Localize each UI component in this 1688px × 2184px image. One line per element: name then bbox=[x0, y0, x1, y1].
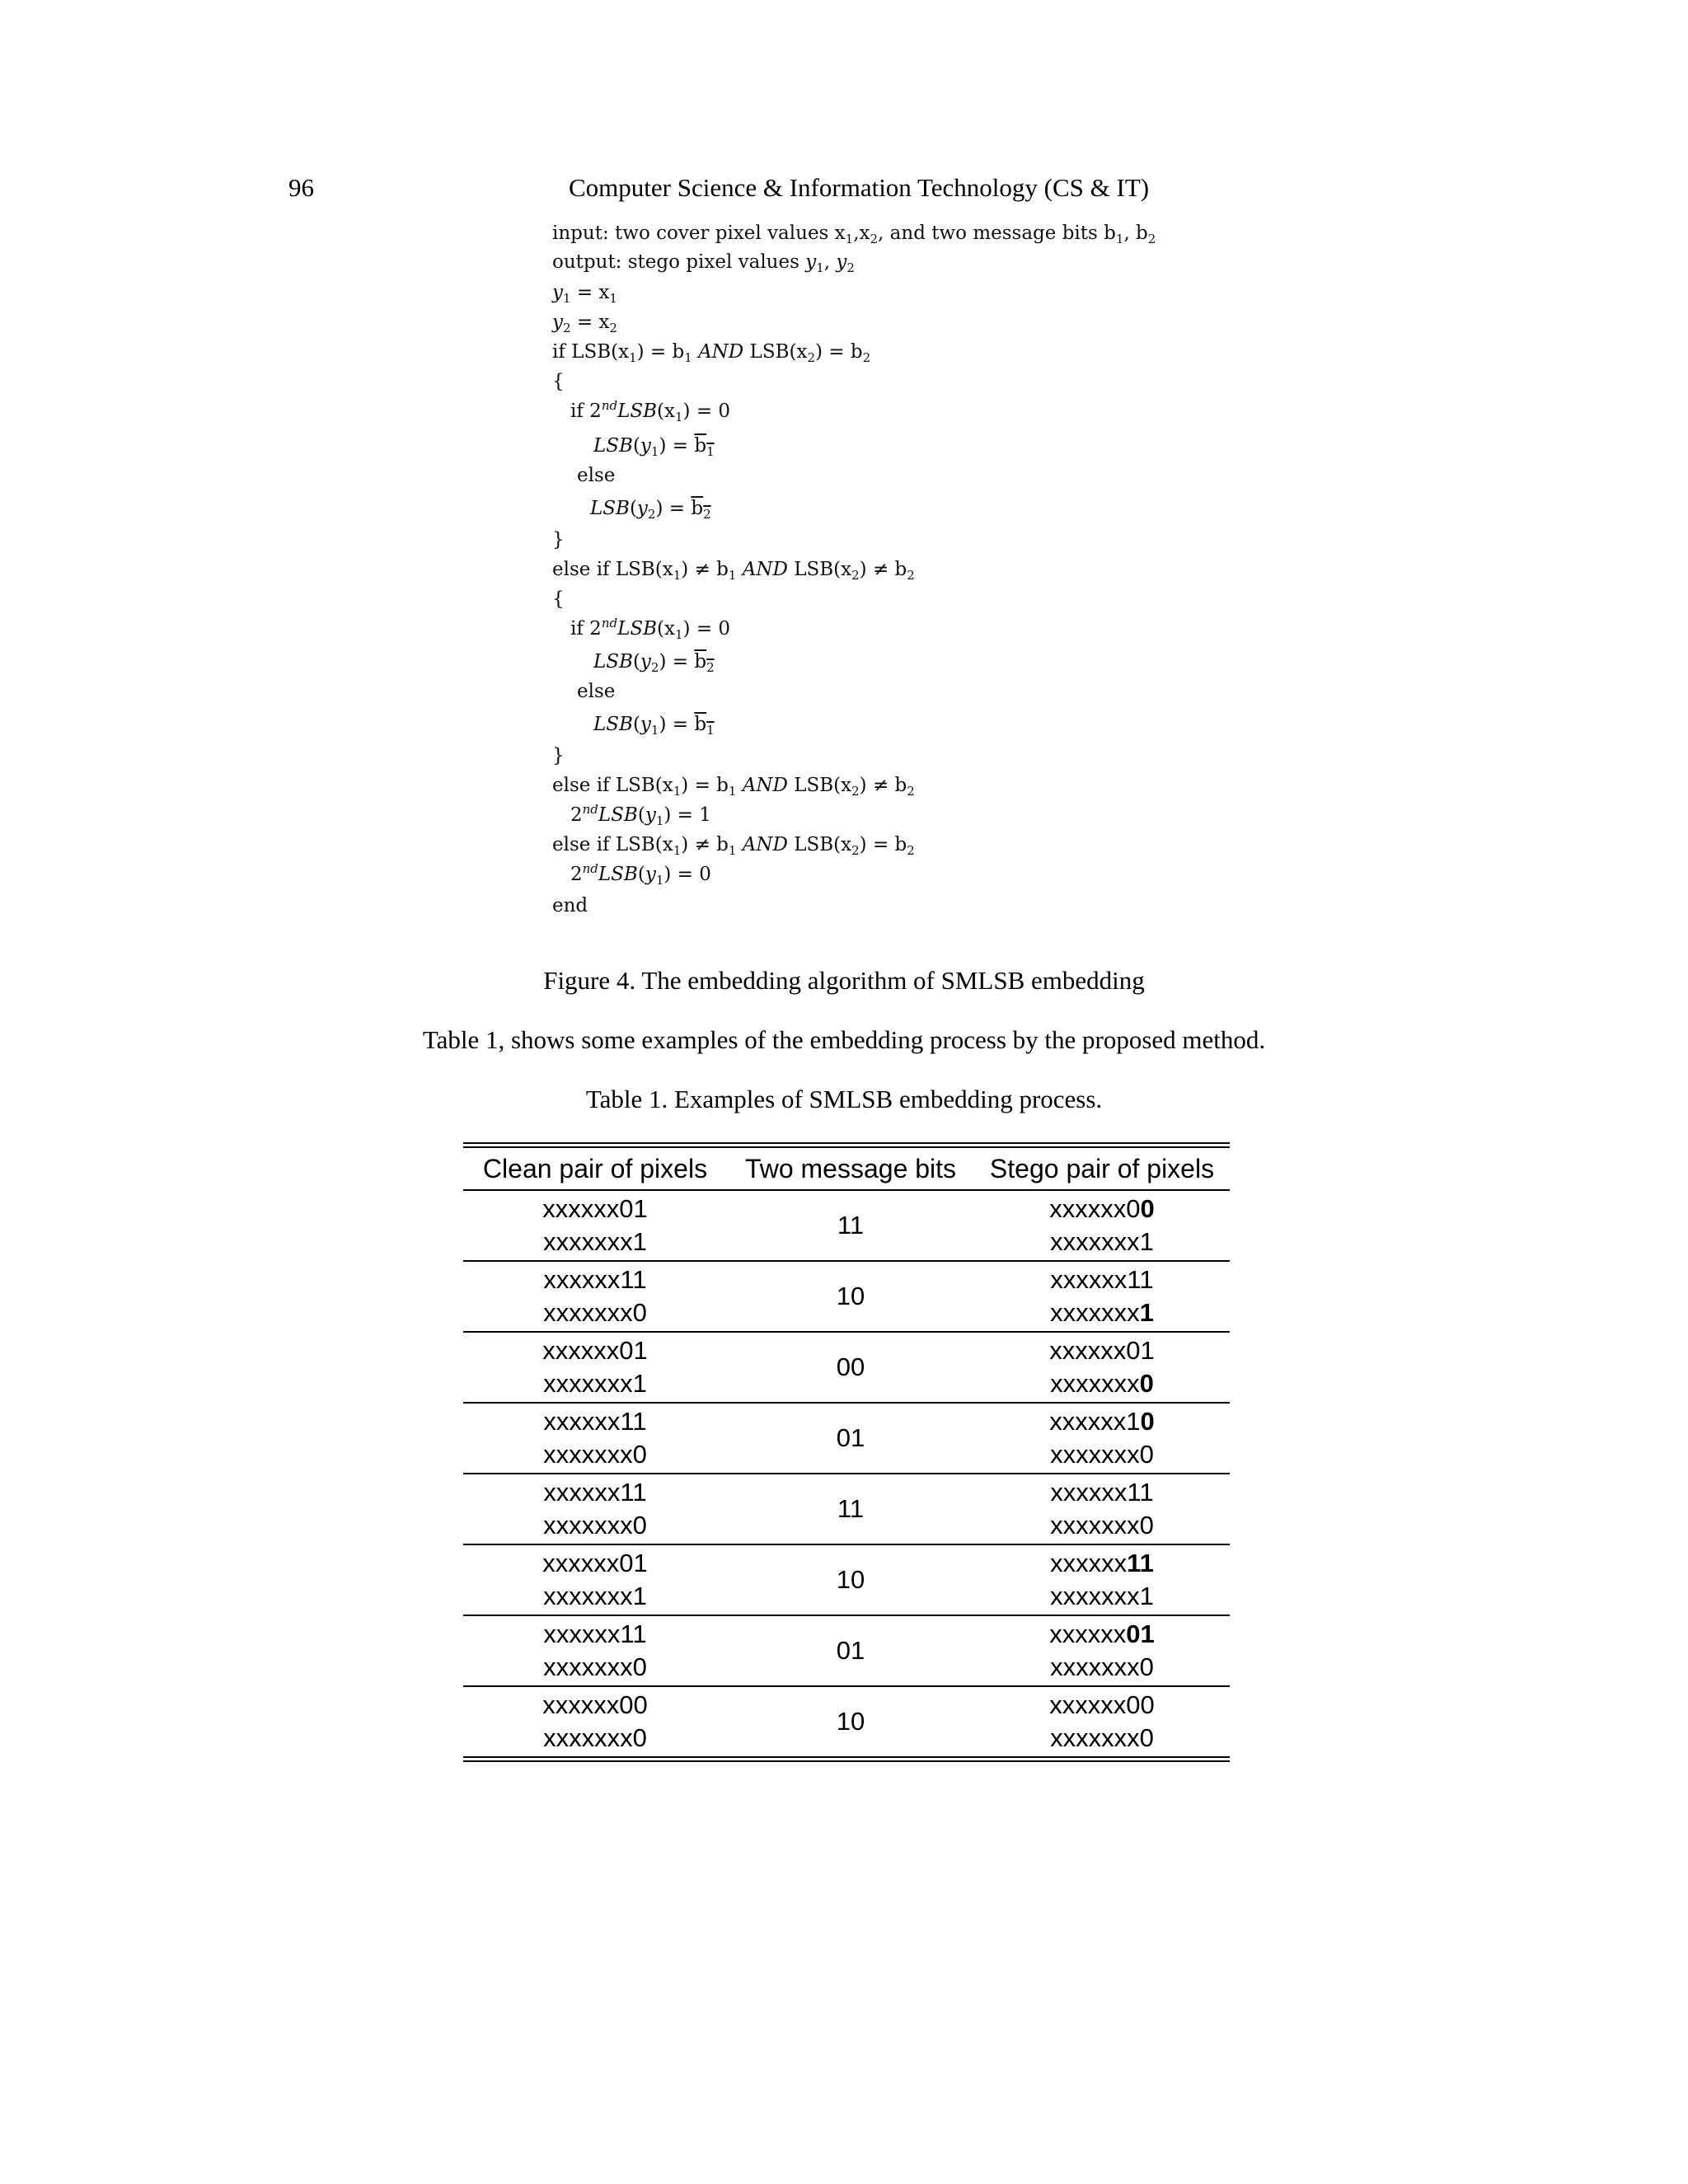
algo-line: if $LSB(x_1) = b_1$ AND $LSB(x_2) = b_2$ bbox=[552, 341, 871, 365]
algo-line: $LSB(y_2) = b_2$ bbox=[590, 498, 711, 522]
stego-pixel-value bbox=[974, 1689, 1230, 1722]
algo-output-line: output: stego pixel values $y_1$, $y_2$ bbox=[552, 251, 855, 275]
header-message-bits: Two message bits bbox=[744, 1153, 957, 1183]
stego-pixel-cell bbox=[974, 1474, 1230, 1544]
table-row bbox=[463, 1262, 1230, 1333]
stego-pixel-value bbox=[974, 1509, 1230, 1542]
clean-pixel-value: xxxxxxx0 bbox=[543, 1652, 647, 1681]
stego-pixel-value bbox=[974, 1226, 1230, 1258]
table-row bbox=[463, 1191, 1230, 1262]
message-bits-cell bbox=[727, 1545, 974, 1615]
stego-pixel-cell bbox=[974, 1191, 1230, 1260]
figure-caption: Figure 4. The embedding algorithm of SMLSB embedding bbox=[543, 966, 1145, 995]
message-bits-cell bbox=[727, 1404, 974, 1473]
table-row bbox=[463, 1333, 1230, 1404]
stego-text: xxxxxxx0 bbox=[1050, 1440, 1154, 1469]
message-bits-cell bbox=[727, 1474, 974, 1544]
clean-pixel-value: xxxxxxx0 bbox=[543, 1723, 647, 1752]
clean-pixel-cell bbox=[463, 1545, 727, 1615]
message-bits-cell bbox=[727, 1616, 974, 1685]
table-row bbox=[463, 1545, 1230, 1616]
stego-text: xxxxxx11 bbox=[1050, 1265, 1154, 1294]
message-bits-value: 10 bbox=[836, 1565, 865, 1594]
stego-text: xxxxxx1 bbox=[1049, 1407, 1141, 1436]
stego-pixel-value bbox=[974, 1580, 1230, 1613]
algo-line: $LSB(y_1) = b_1$ bbox=[593, 435, 715, 459]
message-bits-value: 11 bbox=[837, 1211, 865, 1240]
algo-line: else bbox=[577, 465, 616, 486]
stego-pixel-value bbox=[974, 1405, 1230, 1438]
stego-pixel-value bbox=[974, 1334, 1230, 1367]
algo-line: $y_1 = x_1$ bbox=[552, 282, 617, 306]
stego-changed-bit: 01 bbox=[1126, 1619, 1155, 1648]
table-row bbox=[463, 1616, 1230, 1687]
table-row bbox=[463, 1404, 1230, 1474]
stego-pixel-value bbox=[974, 1547, 1230, 1580]
clean-pixel-value: xxxxxx01 bbox=[542, 1549, 648, 1577]
stego-pixel-cell bbox=[974, 1262, 1230, 1331]
stego-pixel-value bbox=[974, 1476, 1230, 1509]
clean-pixel-value: xxxxxxx1 bbox=[543, 1369, 647, 1398]
algo-line: else if $LSB(x_1) \ne b_1$ AND $LSB(x_2) = b_2$ bbox=[552, 834, 915, 858]
clean-pixel-value: xxxxxx11 bbox=[543, 1407, 647, 1436]
algo-brace: } bbox=[552, 745, 565, 766]
header-clean-pair: Clean pair of pixels bbox=[482, 1153, 708, 1183]
stego-pixel-cell bbox=[974, 1404, 1230, 1473]
stego-text: xxxxxxx1 bbox=[1050, 1582, 1154, 1610]
table-top-rule bbox=[463, 1142, 1230, 1148]
page-number: 96 bbox=[288, 173, 314, 202]
stego-text: xxxxxxx0 bbox=[1050, 1723, 1154, 1752]
stego-text: xxxxxxx0 bbox=[1050, 1511, 1154, 1540]
algo-line: $2ndLSB(y_1) = 1$ bbox=[570, 802, 711, 828]
algo-brace: { bbox=[552, 371, 565, 392]
clean-pixel-value: xxxxxx01 bbox=[542, 1194, 648, 1223]
algo-brace: } bbox=[552, 529, 565, 551]
message-bits-cell bbox=[727, 1687, 974, 1756]
clean-pixel-cell bbox=[463, 1333, 727, 1402]
stego-text: xxxxxxx bbox=[1050, 1298, 1140, 1327]
running-header: Computer Science & Information Technology (CS & IT) bbox=[569, 173, 1150, 202]
clean-pixel-value: xxxxxxx1 bbox=[543, 1582, 647, 1610]
message-bits-value: 01 bbox=[836, 1423, 865, 1452]
clean-pixel-cell bbox=[463, 1616, 727, 1685]
algo-line: $LSB(y_1) = b_1$ bbox=[593, 714, 715, 738]
stego-pixel-value bbox=[974, 1722, 1230, 1755]
stego-pixel-value bbox=[974, 1296, 1230, 1329]
algo-line: else if $LSB(x_1) = b_1$ AND $LSB(x_2) \ne b_2$ bbox=[552, 775, 915, 799]
stego-text: xxxxxx0 bbox=[1049, 1194, 1141, 1223]
stego-pixel-value bbox=[974, 1651, 1230, 1684]
algo-line: else bbox=[577, 681, 616, 702]
algo-input-line: input: two cover pixel values $x_1,x_2$, and two message bits $b_1$, $b_2$ bbox=[552, 223, 1156, 246]
clean-pixel-value: xxxxxx01 bbox=[542, 1336, 648, 1365]
clean-pixel-value: xxxxxxx0 bbox=[543, 1511, 647, 1540]
stego-pixel-value bbox=[974, 1618, 1230, 1651]
table-bottom-rule bbox=[463, 1756, 1230, 1762]
stego-pixel-cell bbox=[974, 1333, 1230, 1402]
table-body bbox=[463, 1191, 1230, 1756]
clean-pixel-value: xxxxxx11 bbox=[543, 1619, 647, 1648]
stego-text: xxxxxxx bbox=[1050, 1369, 1140, 1398]
clean-pixel-value: xxxxxx11 bbox=[543, 1265, 647, 1294]
clean-pixel-value: xxxxxxx1 bbox=[543, 1227, 647, 1256]
stego-text: xxxxxx bbox=[1049, 1619, 1127, 1648]
algo-line: $y_2 = x_2$ bbox=[552, 312, 617, 335]
message-bits-cell bbox=[727, 1262, 974, 1331]
clean-pixel-value: xxxxxxx0 bbox=[543, 1440, 647, 1469]
algo-brace: { bbox=[552, 588, 565, 610]
clean-pixel-value: xxxxxx00 bbox=[542, 1690, 648, 1719]
header-stego-pair: Stego pair of pixels bbox=[989, 1153, 1215, 1183]
stego-changed-bit: 0 bbox=[1140, 1407, 1155, 1436]
stego-text: xxxxxx00 bbox=[1049, 1690, 1155, 1719]
clean-pixel-cell bbox=[463, 1474, 727, 1544]
stego-text: xxxxxx bbox=[1050, 1549, 1128, 1577]
algo-line: if $2ndLSB(x_1) = 0$ bbox=[570, 398, 731, 424]
algo-line: else if $LSB(x_1) \ne b_1$ AND $LSB(x_2) \ne b_2$ bbox=[552, 559, 915, 583]
body-paragraph: Table 1, shows some examples of the embedding process by the proposed method. bbox=[422, 1025, 1266, 1054]
message-bits-cell bbox=[727, 1333, 974, 1402]
stego-changed-bit: 0 bbox=[1140, 1194, 1155, 1223]
stego-changed-bit: 0 bbox=[1139, 1369, 1154, 1398]
table-caption: Table 1. Examples of SMLSB embedding process. bbox=[585, 1085, 1103, 1113]
stego-pixel-cell bbox=[974, 1545, 1230, 1615]
clean-pixel-cell bbox=[463, 1191, 727, 1260]
clean-pixel-value: xxxxxxx0 bbox=[543, 1298, 647, 1327]
stego-changed-bit: 1 bbox=[1139, 1298, 1154, 1327]
message-bits-value: 00 bbox=[836, 1352, 865, 1381]
clean-pixel-cell bbox=[463, 1404, 727, 1473]
stego-pixel-value bbox=[974, 1193, 1230, 1226]
message-bits-cell bbox=[727, 1191, 974, 1260]
stego-text: xxxxxxx0 bbox=[1050, 1652, 1154, 1681]
algo-line: $2ndLSB(y_1) = 0$ bbox=[570, 861, 711, 888]
table-row bbox=[463, 1687, 1230, 1756]
algo-line: end bbox=[552, 895, 588, 916]
stego-text: xxxxxxx1 bbox=[1050, 1227, 1154, 1256]
message-bits-value: 10 bbox=[836, 1282, 865, 1310]
clean-pixel-value: xxxxxx11 bbox=[543, 1478, 647, 1507]
stego-text: xxxxxx01 bbox=[1049, 1336, 1155, 1365]
stego-changed-bit: 11 bbox=[1127, 1549, 1154, 1577]
examples-table bbox=[463, 1142, 1230, 1762]
stego-pixel-value bbox=[974, 1367, 1230, 1400]
stego-pixel-value bbox=[974, 1438, 1230, 1471]
clean-pixel-cell bbox=[463, 1687, 727, 1756]
message-bits-value: 11 bbox=[837, 1494, 865, 1523]
clean-pixel-cell bbox=[463, 1262, 727, 1331]
algo-line: $LSB(y_2) = b_2$ bbox=[593, 651, 715, 675]
table-header-row bbox=[463, 1148, 1230, 1191]
algo-line: if $2ndLSB(x_1) = 0$ bbox=[570, 616, 731, 642]
stego-pixel-cell bbox=[974, 1687, 1230, 1756]
stego-text: xxxxxx11 bbox=[1050, 1478, 1154, 1507]
table-row bbox=[463, 1474, 1230, 1545]
stego-pixel-value bbox=[974, 1263, 1230, 1296]
stego-pixel-cell bbox=[974, 1616, 1230, 1685]
message-bits-value: 10 bbox=[836, 1707, 865, 1736]
message-bits-value: 01 bbox=[836, 1636, 865, 1665]
